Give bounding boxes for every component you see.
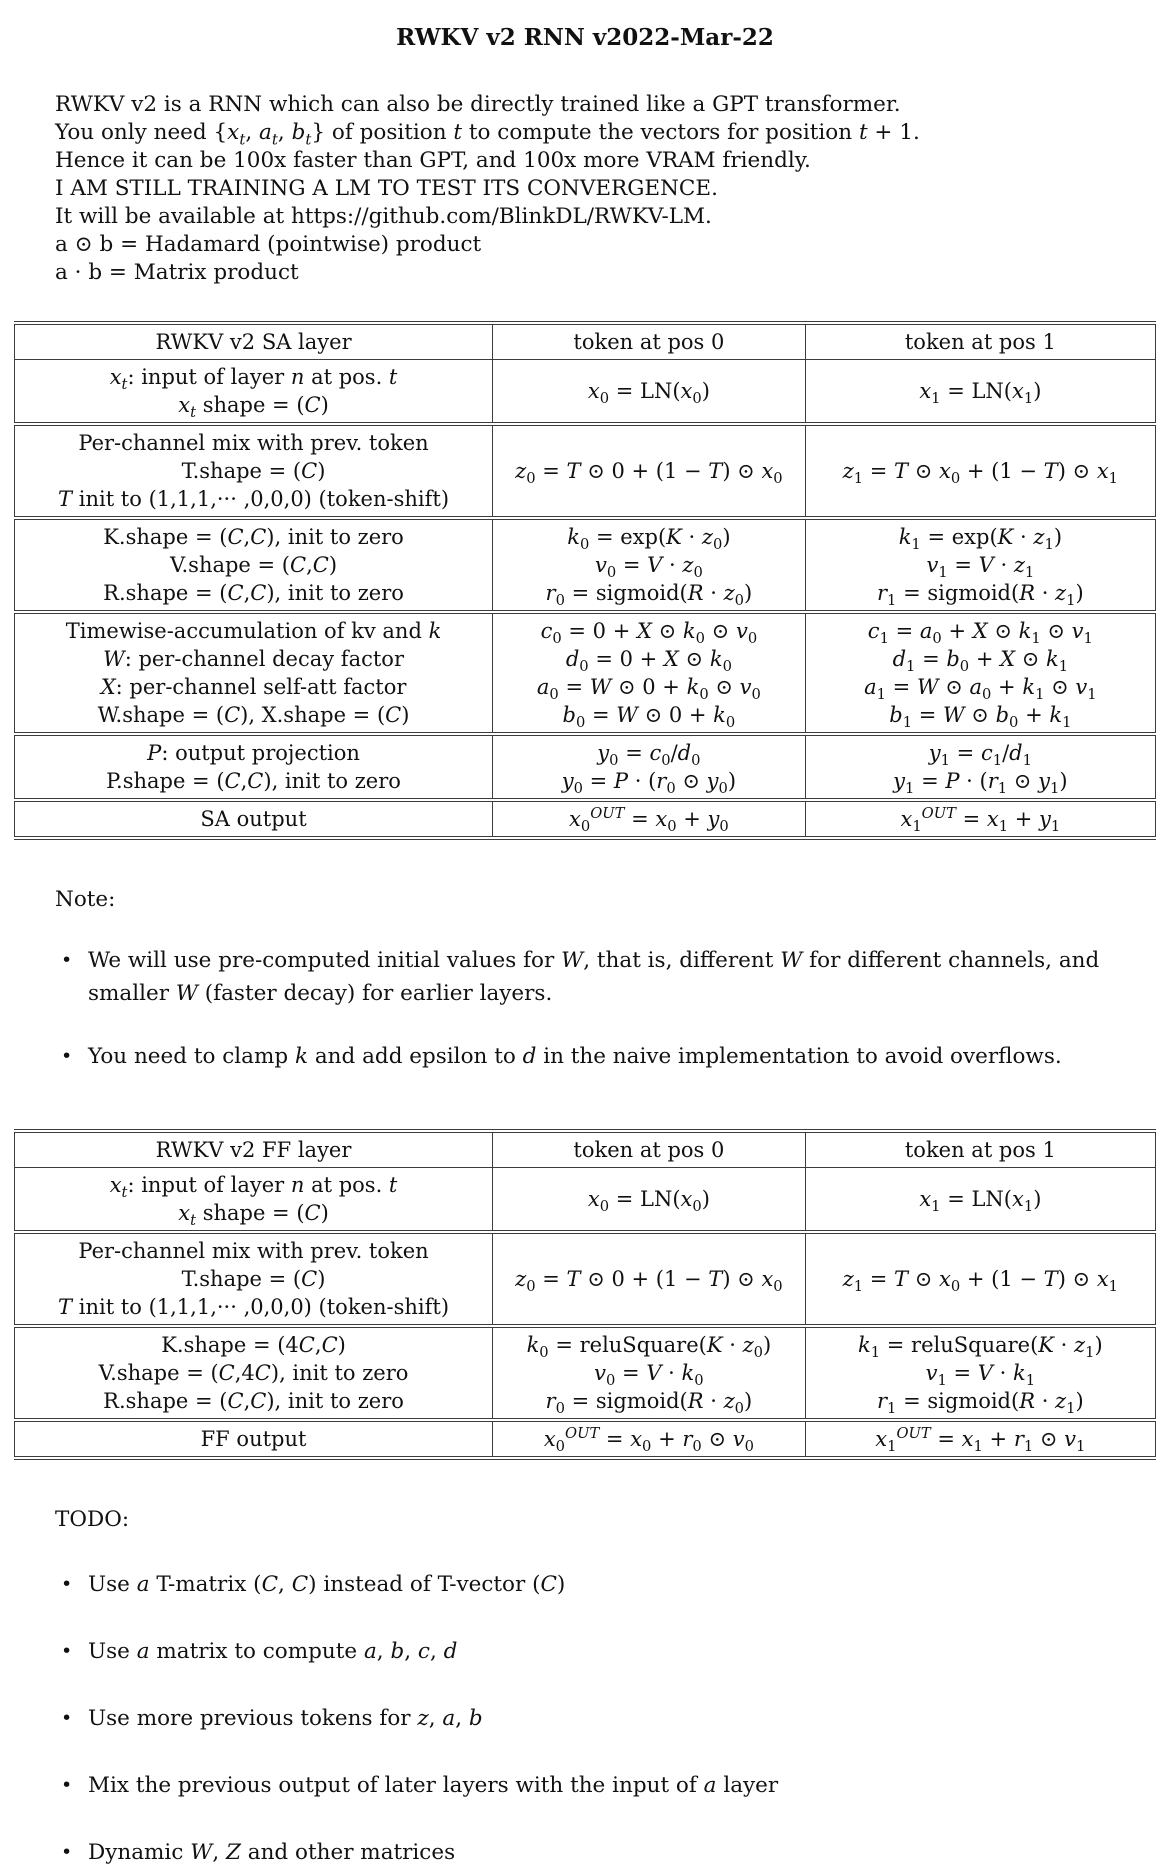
todo-item: • Use a T-matrix (C, C) instead of T-vector (C) [88,1568,1100,1601]
intro-line: I AM STILL TRAINING A LM TO TEST ITS CONVERGENCE. [55,176,718,201]
label-line: W: per-channel decay factor [103,647,404,671]
table-header-cell: token at pos 1 [805,1131,1155,1168]
formula-line: $k_0 = \exp(K \cdot z_0)$ [567,525,731,554]
formula-cell-pos0 [493,424,806,518]
todo-item: • Use more previous tokens for z, a, b [88,1702,1100,1735]
formula-line: $x_0 = LN(x_0)$ [587,379,710,408]
formula-line: $z_1 = T$ ⊙ $x_0 + (1 - T)$ ⊙ $x_1$ [842,1267,1119,1296]
formula-cell-pos1 [805,518,1155,612]
label-cell [15,518,493,612]
label-line: X: per-channel self-att factor [100,675,407,699]
label-line: SA output [200,807,307,831]
formula-cell-pos1 [805,800,1155,838]
todo-list [88,1568,1100,1869]
label-line: W.shape = (C), X.shape = (C) [97,703,410,727]
note-item: • We will use pre-computed initial values for W, that is, different W for different channels, and smaller W (faster decay) for earlier layers. [88,944,1100,1010]
table-header-cell: RWKV v2 SA layer [15,323,493,360]
label-cell [15,734,493,800]
table-header-cell: token at pos 0 [493,323,806,360]
formula-line: $r_0$ = sigmoid(R · $z_0$) [545,581,753,610]
table-row [15,1420,1156,1458]
label-line: T init to (1,1,1,··· ,0,0,0) (token-shift) [58,487,450,511]
label-cell [15,1168,493,1233]
formula-line: $z_0 = T$ ⊙ 0 + (1 − T) ⊙ $x_0$ [515,1267,783,1296]
formula-cell-pos1 [805,1326,1155,1420]
todo-item: • Dynamic W, Z and other matrices [88,1836,1100,1869]
table-row [15,1232,1156,1326]
label-line: $x_t$: input of layer n at pos. t [109,365,398,394]
notes-list [88,944,1100,1073]
formula-line: $r_1$ = sigmoid(R · $z_1$) [877,581,1084,610]
formula-line: $v_0 = V \cdot k_0$ [594,1361,704,1390]
label-cell [15,360,493,425]
todo-heading: TODO: [55,1507,130,1532]
formula-line: $v_1 = V \cdot k_1$ [925,1361,1036,1390]
formula-cell-pos0 [493,360,806,425]
formula-line: $x_0 = LN(x_0)$ [587,1187,710,1216]
formula-cell-pos0 [493,1168,806,1233]
formula-cell-pos0 [493,1326,806,1420]
label-line: Timewise-accumulation of kv and k [65,619,442,643]
formula-line: $x_1^{OUT} = x_1 + r_1$ ⊙ $v_1$ [875,1425,1086,1456]
table-row [15,518,1156,612]
table-row [15,612,1156,734]
sa-layer-table [14,321,1156,840]
intro-paragraph [55,91,1130,287]
table-row [15,1168,1156,1233]
table-header-row [15,323,1156,360]
label-line: Per-channel mix with prev. token [78,1239,429,1263]
table-header-row [15,1131,1156,1168]
intro-line: You only need {$x_t$, $a_t$, $b_t$} of position t to compute the vectors for position t + 1. [55,120,920,149]
hadamard-definition: a ⊙ b = Hadamard (pointwise) product [55,232,482,257]
label-line: V.shape = (C,C) [170,553,338,577]
formula-line: $b_1 = W$ ⊙ $b_0 + k_1$ [889,703,1072,732]
label-cell [15,1326,493,1420]
table-row [15,1326,1156,1420]
formula-cell-pos1 [805,734,1155,800]
formula-cell-pos1 [805,360,1155,425]
note-heading: Note: [55,887,116,912]
ff-layer-table [14,1129,1156,1460]
formula-line: $x_0^{OUT} = x_0 + y_0$ [569,805,729,836]
table-row [15,800,1156,838]
formula-cell-pos1 [805,612,1155,734]
label-cell [15,1420,493,1458]
intro-line: RWKV v2 is a RNN which can also be directly trained like a GPT transformer. [55,92,901,117]
label-line: V.shape = (C,4C), init to zero [98,1361,409,1385]
formula-line: $r_1$ = sigmoid(R · $z_1$) [877,1389,1084,1418]
formula-cell-pos0 [493,734,806,800]
formula-line: $z_0 = T$ ⊙ 0 + (1 − T) ⊙ $x_0$ [515,459,783,488]
label-line: T init to (1,1,1,··· ,0,0,0) (token-shift) [58,1295,450,1319]
formula-line: $c_0 = 0 + X$ ⊙ $k_0$ ⊙ $v_0$ [540,619,758,648]
formula-line: $x_1^{OUT} = x_1 + y_1$ [900,805,1061,836]
formula-line: $k_0$ = reluSquare(K · $z_0$) [526,1333,772,1362]
formula-line: $z_1 = T$ ⊙ $x_0 + (1 - T)$ ⊙ $x_1$ [842,459,1119,488]
label-line: T.shape = (C) [181,459,326,483]
formula-line: $y_1 = c_1/d_1$ [928,741,1032,770]
formula-line: $x_1 = LN(x_1)$ [919,379,1042,408]
formula-line: $y_1 = P \cdot (r_1$ ⊙ $y_1$) [893,769,1068,798]
todo-item: • Mix the previous output of later layers with the input of a layer [88,1769,1100,1802]
formula-cell-pos1 [805,1232,1155,1326]
page-title: RWKV v2 RNN v2022-Mar-22 [396,24,774,51]
label-cell [15,612,493,734]
table-row [15,734,1156,800]
formula-line: $k_1 = \exp(K \cdot z_1)$ [898,525,1063,554]
label-line: Per-channel mix with prev. token [78,431,429,455]
label-line: R.shape = (C,C), init to zero [103,581,404,605]
table-row [15,424,1156,518]
matrix-product-definition: a · b = Matrix product [55,260,299,285]
formula-line: $b_0 = W$ ⊙ $0 + k_0$ [562,703,736,732]
formula-cell-pos1 [805,1420,1155,1458]
formula-cell-pos0 [493,1420,806,1458]
todo-item: • Use a matrix to compute a, b, c, d [88,1635,1100,1668]
formula-cell-pos0 [493,1232,806,1326]
formula-line: $v_1 = V \cdot z_1$ [926,553,1035,582]
label-cell [15,800,493,838]
formula-cell-pos0 [493,612,806,734]
formula-cell-pos0 [493,518,806,612]
repo-url-text: It will be available at https://github.com/BlinkDL/RWKV-LM. [55,204,712,229]
formula-line: $d_1 = b_0 + X$ ⊙ $k_1$ [892,647,1069,676]
label-cell [15,1232,493,1326]
formula-line: $x_1 = LN(x_1)$ [919,1187,1042,1216]
label-line: K.shape = (4C,C) [161,1333,346,1357]
table-row [15,360,1156,425]
formula-line: $k_1$ = reluSquare(K · $z_1$) [858,1333,1103,1362]
label-line: P: output projection [147,741,360,765]
intro-line: Hence it can be 100x faster than GPT, and 100x more VRAM friendly. [55,148,811,173]
formula-cell-pos0 [493,800,806,838]
label-line: P.shape = (C,C), init to zero [106,769,401,793]
table-header-cell: RWKV v2 FF layer [15,1131,493,1168]
label-line: R.shape = (C,C), init to zero [103,1389,404,1413]
table-header-cell: token at pos 1 [805,323,1155,360]
formula-line: $v_0 = V \cdot z_0$ [594,553,703,582]
note-item: • You need to clamp k and add epsilon to d in the naive implementation to avoid overflows. [88,1040,1100,1073]
formula-line: $x_0^{OUT} = x_0 + r_0$ ⊙ $v_0$ [543,1425,754,1456]
formula-line: $y_0 = P \cdot (r_0$ ⊙ $y_0$) [561,769,737,798]
label-line: K.shape = (C,C), init to zero [103,525,404,549]
formula-line: $y_0 = c_0/d_0$ [597,741,701,770]
formula-line: $c_1 = a_0 + X$ ⊙ $k_1$ ⊙ $v_1$ [867,619,1093,648]
label-line: $x_t$ shape = (C) [178,1201,329,1230]
formula-cell-pos1 [805,1168,1155,1233]
formula-cell-pos1 [805,424,1155,518]
table-header-cell: token at pos 0 [493,1131,806,1168]
label-line: FF output [200,1427,307,1451]
label-line: $x_t$: input of layer n at pos. t [109,1173,398,1202]
label-line: T.shape = (C) [181,1267,326,1291]
formula-line: $a_1 = W$ ⊙ $a_0 + k_1$ ⊙ $v_1$ [864,675,1097,704]
formula-line: $d_0 = 0 + X$ ⊙ $k_0$ [565,647,732,676]
formula-line: $a_0 = W$ ⊙ $0 + k_0$ ⊙ $v_0$ [536,675,761,704]
label-cell [15,424,493,518]
formula-line: $r_0$ = sigmoid(R · $z_0$) [545,1389,753,1418]
label-line: $x_t$ shape = (C) [178,393,329,422]
